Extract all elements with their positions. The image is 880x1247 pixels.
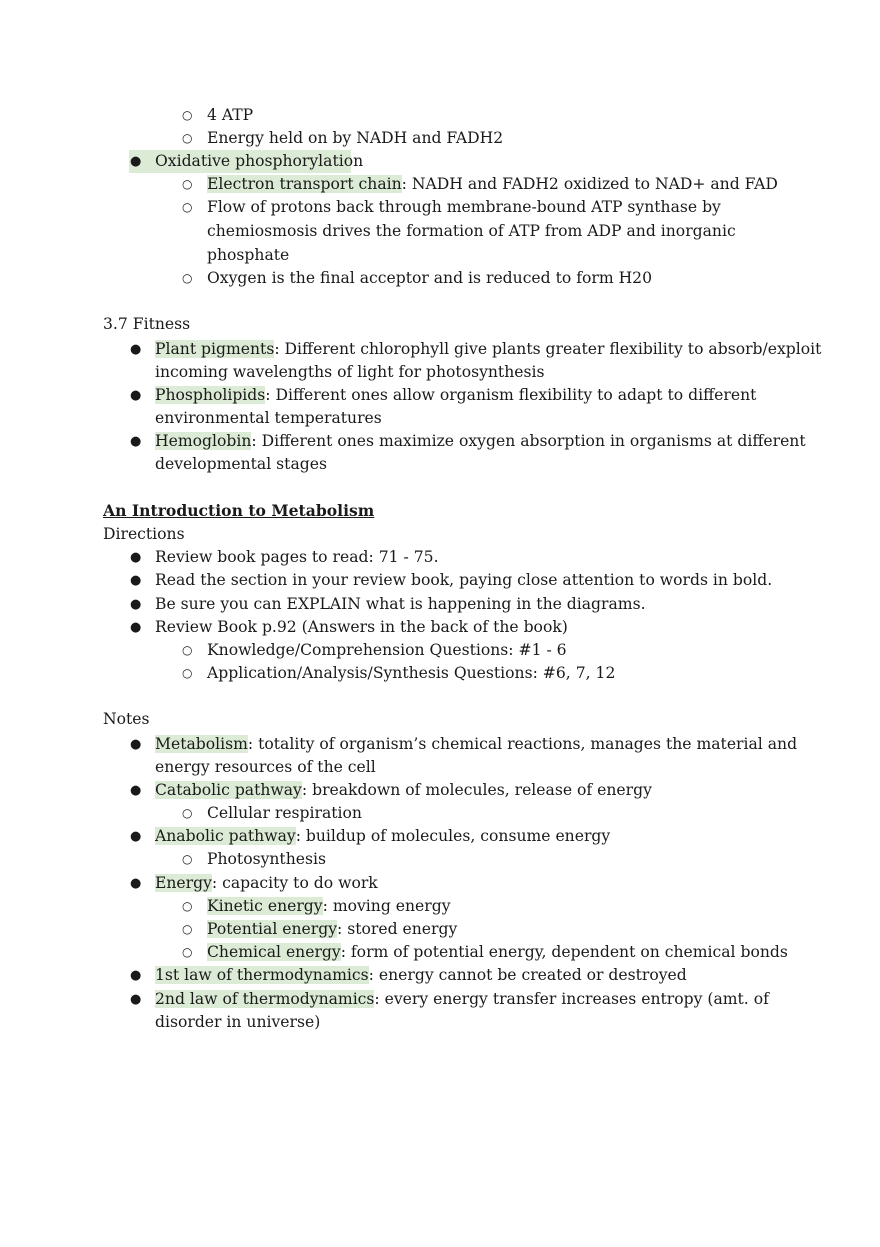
- highlighted-term: 1st law of thermodynamics: [155, 966, 369, 984]
- list-item: [207, 173, 778, 196]
- term-definition: : moving energy: [322, 897, 451, 915]
- highlighted-term: Plant pigments: [155, 340, 275, 358]
- list-item: Cellular respiration: [207, 804, 362, 822]
- hollow-bullet: ○: [182, 806, 193, 820]
- highlighted-term: Catabolic pathway: [155, 781, 302, 799]
- list-item-continuation: phosphate: [207, 246, 290, 264]
- filled-bullet: ●: [130, 783, 142, 798]
- list-item: [155, 430, 806, 453]
- list-item: [207, 941, 788, 964]
- term-definition: : capacity to do work: [211, 874, 378, 892]
- term-definition: : energy cannot be created or destroyed: [368, 966, 687, 984]
- list-item: [155, 384, 756, 407]
- list-item: Read the section in your review book, paying close attention to words in bold.: [155, 571, 773, 589]
- hollow-bullet: ○: [182, 131, 193, 145]
- highlighted-term: Energy: [155, 874, 212, 892]
- highlighted-term: Potential energy: [207, 920, 338, 938]
- list-item: Review Book p.92 (Answers in the back of the book): [155, 618, 568, 636]
- filled-bullet: ●: [130, 434, 142, 449]
- hollow-bullet: ○: [182, 643, 193, 657]
- page-title: An Introduction to Metabolism: [103, 501, 375, 520]
- list-item: [207, 895, 451, 918]
- term-definition: : Different ones maximize oxygen absorption in organisms at different: [251, 432, 806, 450]
- list-item: Flow of protons back through membrane-bound ATP synthase by: [207, 198, 721, 216]
- hollow-bullet: ○: [182, 108, 193, 122]
- hollow-bullet: ○: [182, 922, 193, 936]
- list-item-continuation: energy resources of the cell: [155, 758, 376, 776]
- filled-bullet: ●: [130, 829, 142, 844]
- list-item: Energy held on by NADH and FADH2: [207, 129, 504, 147]
- filled-bullet: ●: [130, 550, 142, 565]
- list-item: [155, 733, 797, 756]
- hollow-bullet: ○: [182, 945, 193, 959]
- list-item: Photosynthesis: [207, 850, 326, 868]
- filled-bullet: ●: [130, 342, 142, 357]
- hollow-bullet: ○: [182, 177, 193, 191]
- filled-bullet: ●: [130, 968, 142, 983]
- list-item: [155, 338, 821, 361]
- highlighted-term: Chemical energy: [207, 943, 341, 961]
- list-item: [155, 779, 652, 802]
- term-definition: : Different chlorophyll give plants greater flexibility to absorb/exploit: [274, 340, 822, 358]
- list-item: [155, 872, 378, 895]
- term-definition: : stored energy: [337, 920, 458, 938]
- highlighted-term: Anabolic pathway: [155, 827, 296, 845]
- list-item-continuation: incoming wavelengths of light for photosynthesis: [155, 363, 545, 381]
- filled-bullet: ●: [130, 876, 142, 891]
- list-item: Oxygen is the final acceptor and is reduced to form H20: [207, 269, 653, 287]
- filled-bullet: ●: [130, 620, 142, 635]
- term-definition: : totality of organism’s chemical reactions, manages the material and: [247, 735, 798, 753]
- subheading-directions: Directions: [103, 525, 185, 543]
- filled-bullet: ●: [130, 388, 142, 403]
- highlighted-term: Metabolism: [155, 735, 248, 753]
- term-definition: : NADH and FADH2 oxidized to NAD+ and FAD: [401, 175, 778, 193]
- list-item-continuation: disorder in universe): [155, 1013, 321, 1031]
- list-item: Be sure you can EXPLAIN what is happening in the diagrams.: [155, 595, 646, 613]
- term-definition: : buildup of molecules, consume energy: [295, 827, 611, 845]
- hollow-bullet: ○: [182, 666, 193, 680]
- filled-bullet: ●: [130, 737, 142, 752]
- term-definition: : breakdown of molecules, release of energy: [301, 781, 652, 799]
- list-item: Review book pages to read: 71 - 75.: [155, 548, 439, 566]
- list-item: [207, 918, 457, 941]
- hollow-bullet: ○: [182, 852, 193, 866]
- filled-bullet: ●: [130, 992, 142, 1007]
- filled-bullet: ●: [130, 597, 142, 612]
- hollow-bullet: ○: [182, 899, 193, 913]
- filled-bullet: ●: [130, 154, 142, 169]
- list-item: Application/Analysis/Synthesis Questions: #6, 7, 12: [207, 664, 616, 682]
- section-heading: 3.7 Fitness: [103, 315, 191, 333]
- list-item: Oxidative phosphorylation: [155, 152, 364, 170]
- list-item-continuation: chemiosmosis drives the formation of ATP from ADP and inorganic: [207, 222, 736, 240]
- list-item: 4 ATP: [207, 106, 254, 124]
- highlighted-term: Hemoglobin: [155, 432, 252, 450]
- highlighted-term: Electron transport chain: [207, 175, 402, 193]
- list-item: [155, 988, 769, 1011]
- highlighted-term: Phospholipids: [155, 386, 266, 404]
- filled-bullet: ●: [130, 573, 142, 588]
- term-definition: : form of potential energy, dependent on chemical bonds: [340, 943, 788, 961]
- highlighted-term: 2nd law of thermodynamics: [155, 990, 375, 1008]
- list-item-continuation: environmental temperatures: [155, 409, 382, 427]
- hollow-bullet: ○: [182, 200, 193, 214]
- term-definition: : Different ones allow organism flexibility to adapt to different: [265, 386, 757, 404]
- term-definition: : every energy transfer increases entropy (amt. of: [374, 990, 769, 1008]
- list-item-continuation: developmental stages: [155, 455, 327, 473]
- list-item: [155, 825, 610, 848]
- list-item: Knowledge/Comprehension Questions: #1 - 6: [207, 641, 567, 659]
- list-item: [155, 964, 687, 987]
- highlighted-term: Kinetic energy: [207, 897, 323, 915]
- hollow-bullet: ○: [182, 271, 193, 285]
- subheading-notes: Notes: [103, 710, 150, 728]
